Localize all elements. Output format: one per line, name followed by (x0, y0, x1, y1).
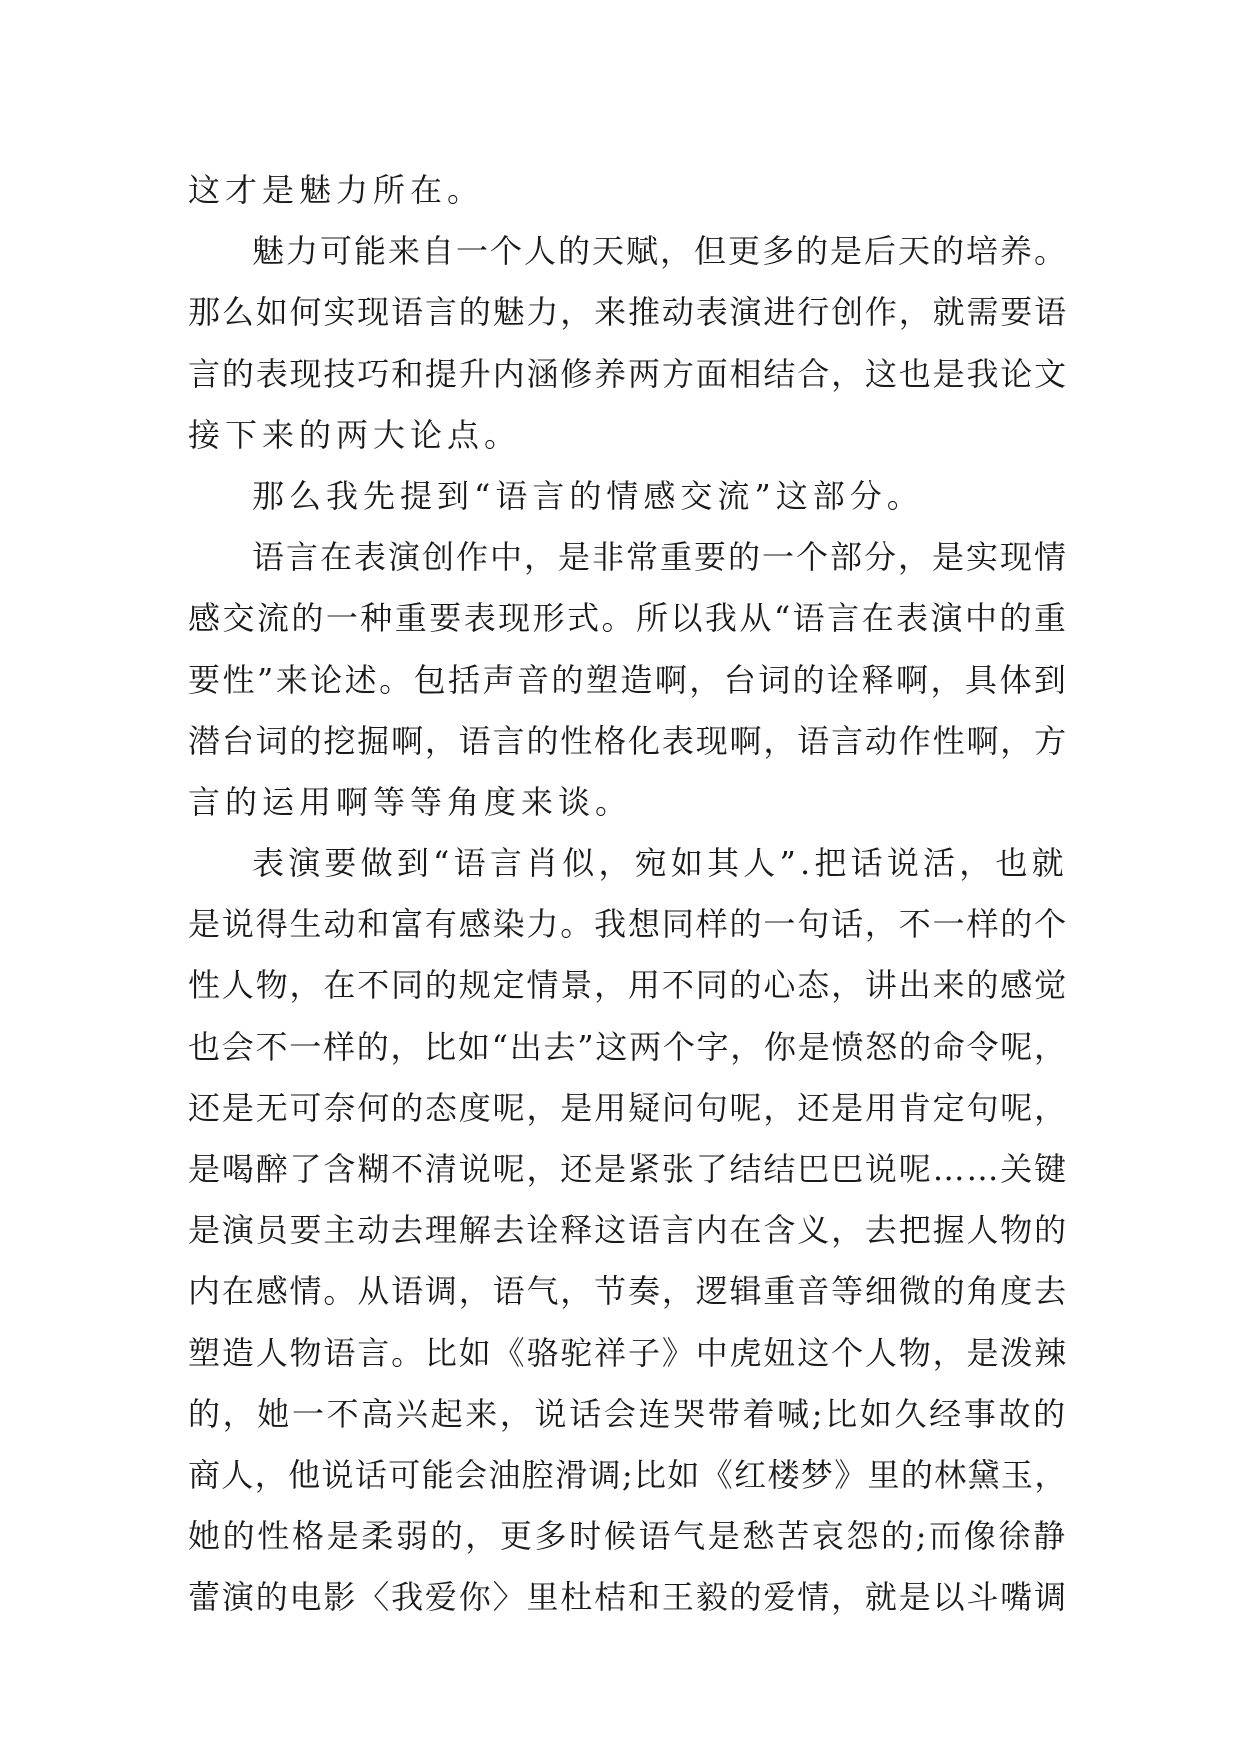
text-line: 商人，他说话可能会油腔滑调;比如《红楼梦》里的林黛玉， (188, 1455, 1068, 1494)
text-line: 她的性格是柔弱的，更多时候语气是愁苦哀怨的;而像徐静 (188, 1517, 1068, 1556)
text-line: 语言在表演创作中，是非常重要的一个部分，是实现情 (252, 538, 1069, 577)
body-text (188, 160, 1068, 1629)
text-line: 还是无可奈何的态度呢，是用疑问句呢，还是用肯定句呢， (188, 1088, 1069, 1127)
text-line: 是喝醉了含糊不清说呢，还是紧张了结结巴巴说呢……关键 (188, 1150, 1069, 1188)
text-line: 是演员要主动去理解去诠释这语言内在含义，去把握人物的 (188, 1211, 1069, 1250)
text-line: 那么如何实现语言的魅力，来推动表演进行创作，就需要语 (188, 293, 1069, 332)
text-line: 这才是魅力所在。 (188, 171, 485, 209)
text-line: 要性”来论述。包括声音的塑造啊，台词的诠释啊，具体到 (188, 660, 1069, 699)
text-line: 是说得生动和富有感染力。我想同样的一句话，不一样的个 (188, 905, 1069, 944)
text-line: 表演要做到“语言肖似，宛如其人”.把话说活，也就 (252, 844, 1068, 883)
text-line: 那么我先提到“语言的情感交流”这部分。 (252, 476, 924, 515)
text-line: 感交流的一种重要表现形式。所以我从“语言在表演中的重 (188, 599, 1069, 638)
text-line: 塑造人物语言。比如《骆驼祥子》中虎妞这个人物，是泼辣 (188, 1333, 1069, 1372)
text-line: 魅力可能来自一个人的天赋，但更多的是后天的培养。 (252, 232, 1069, 271)
text-line: 内在感情。从语调，语气，节奏，逻辑重音等细微的角度去 (188, 1272, 1069, 1311)
text-line: 性人物，在不同的规定情景，用不同的心态，讲出来的感觉 (188, 966, 1069, 1005)
text-line: 的，她一不高兴起来，说话会连哭带着喊;比如久经事故的 (188, 1394, 1068, 1433)
text-line: 也会不一样的，比如“出去”这两个字，你是愤怒的命令呢， (188, 1027, 1068, 1066)
text-line: 潜台词的挖掘啊，语言的性格化表现啊，语言动作性啊，方 (188, 721, 1069, 760)
text-line: 接下来的两大论点。 (188, 415, 522, 454)
text-line: 言的运用啊等等角度来谈。 (188, 782, 633, 821)
text-line: 蕾演的电影〈我爱你〉里杜桔和王毅的爱情，就是以斗嘴调 (188, 1578, 1069, 1617)
text-line: 言的表现技巧和提升内涵修养两方面相结合，这也是我论文 (188, 354, 1069, 393)
